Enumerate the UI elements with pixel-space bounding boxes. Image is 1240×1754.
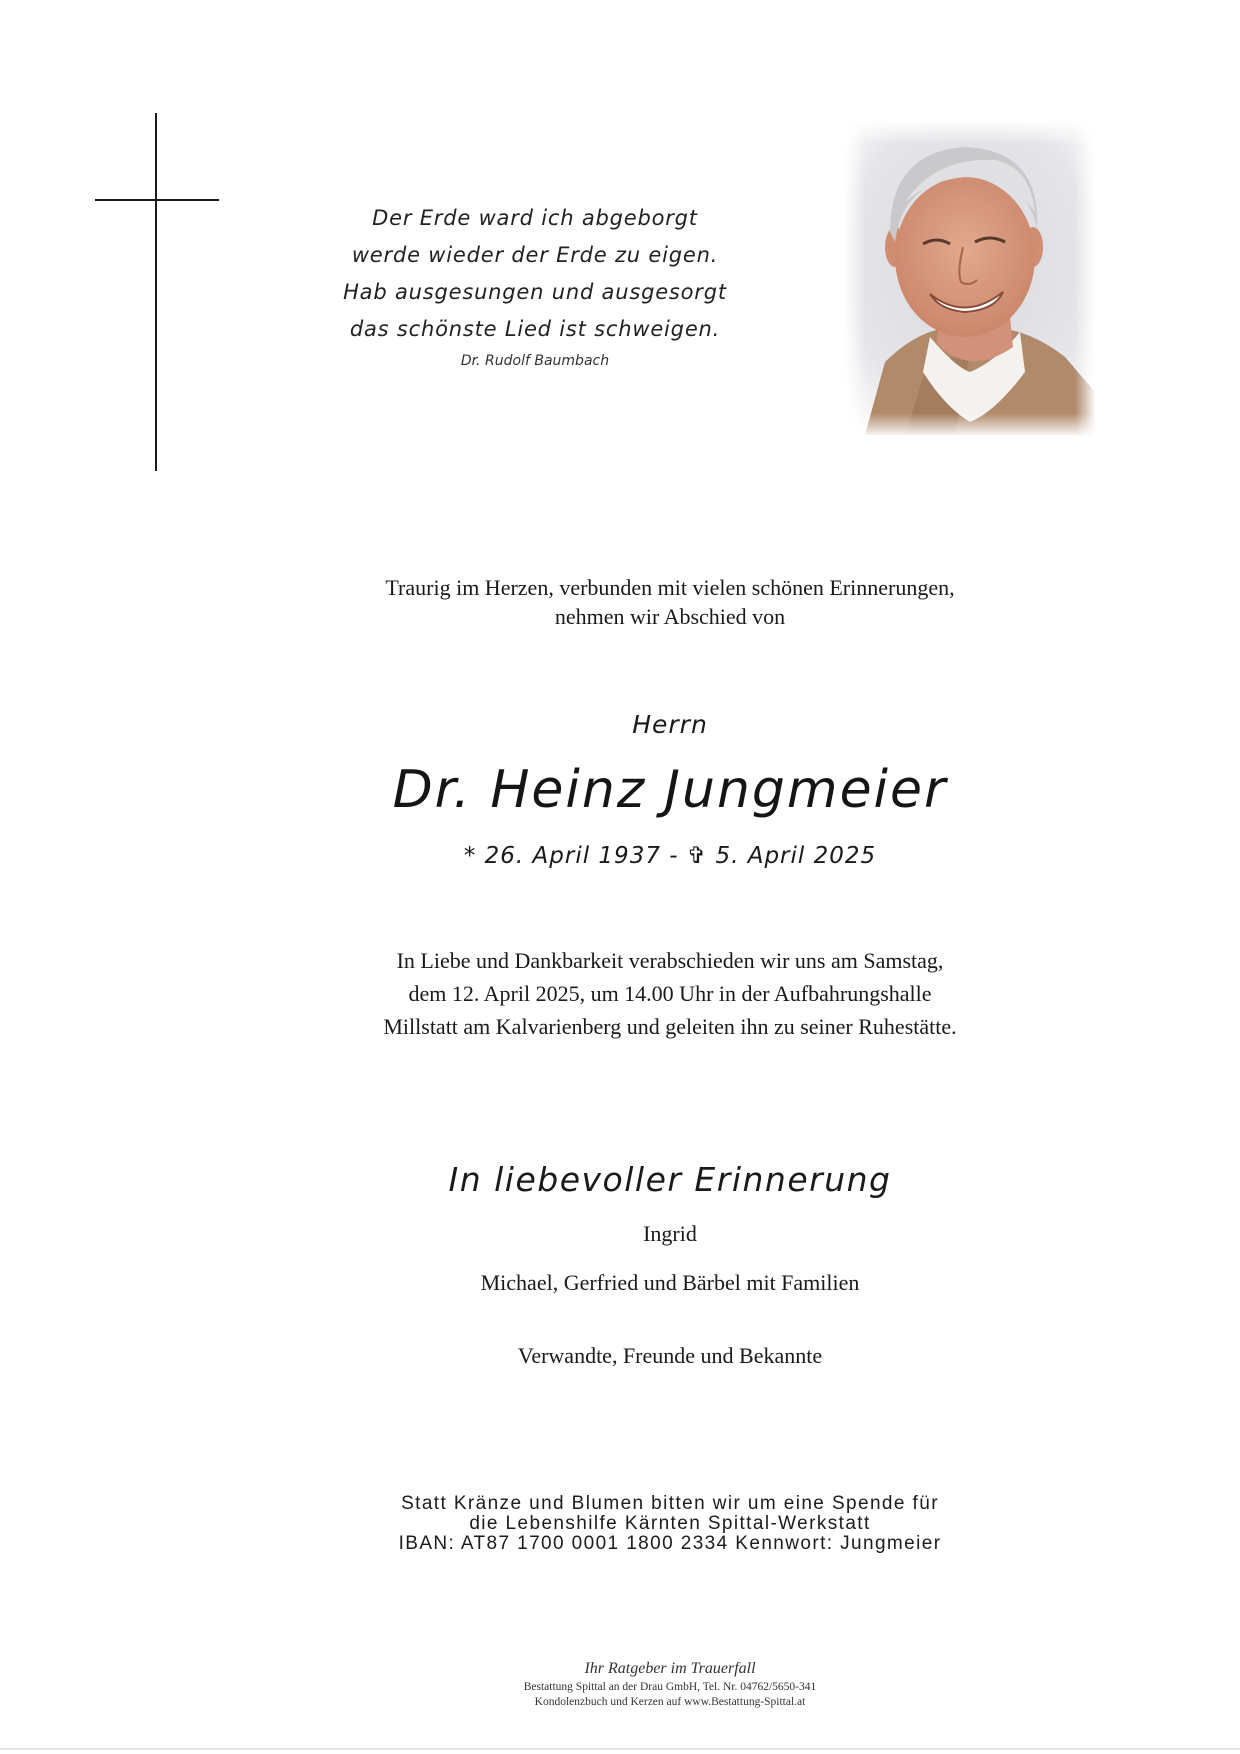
mourners: [320, 1221, 1020, 1381]
portrait-photo: [845, 122, 1095, 435]
donation-line: die Lebenshilfe Kärnten Spittal-Werkstatt: [469, 1513, 871, 1534]
deceased-name: Dr. Heinz Jungmeier: [392, 760, 948, 820]
mourner-ingrid: Ingrid: [643, 1221, 697, 1246]
poem-author: Dr. Rudolf Baumbach: [460, 353, 610, 369]
donation-line: Statt Kränze und Blumen bitten wir um eine Spende für: [401, 1493, 939, 1514]
funeral-home-contact: Bestattung Spittal an der Drau GmbH, Tel. Nr. 04762/5650-341: [523, 1681, 817, 1693]
service-line: Millstatt am Kalvarienberg und geleiten ihn zu seiner Ruhestätte.: [383, 1014, 957, 1039]
poem-line: werde wieder der Erde zu eigen.: [351, 243, 719, 267]
intro-text: [260, 573, 1080, 631]
funeral-home-website: Kondolenzbuch und Kerzen auf www.Bestattung-Spittal.at: [534, 1696, 806, 1708]
funeral-home-info: [420, 1680, 920, 1710]
service-line: dem 12. April 2025, um 14.00 Uhr in der Aufbahrungshalle: [408, 981, 932, 1006]
service-text: [250, 944, 1090, 1043]
service-line: In Liebe und Dankbarkeit verabschieden wir uns am Samstag,: [396, 948, 944, 973]
cross-horizontal: [95, 199, 219, 201]
poem-line: das schönste Lied ist schweigen.: [349, 317, 721, 341]
page-bottom-edge: [0, 1748, 1240, 1750]
mourner-children: Michael, Gerfried und Bärbel mit Familien: [480, 1270, 860, 1295]
donation-line: IBAN: AT87 1700 0001 1800 2334 Kennwort: Jungmeier: [398, 1533, 942, 1554]
intro-line: Traurig im Herzen, verbunden mit vielen schönen Erinnerungen,: [385, 575, 955, 600]
mourner-relatives: Verwandte, Freunde und Bekannte: [517, 1343, 823, 1368]
cross-vertical: [155, 113, 157, 471]
donation-notice: [250, 1494, 1090, 1554]
life-dates: * 26. April 1937 - ✞ 5. April 2025: [463, 843, 877, 869]
poem: [300, 200, 770, 348]
funeral-home-tagline: Ihr Ratgeber im Trauerfall: [584, 1660, 756, 1677]
memory-heading: In liebevoller Erinnerung: [448, 1160, 892, 1199]
salutation: Herrn: [632, 710, 708, 739]
intro-line: nehmen wir Abschied von: [554, 604, 786, 629]
poem-line: Hab ausgesungen und ausgesorgt: [343, 280, 727, 304]
poem-line: Der Erde ward ich abgeborgt: [372, 206, 698, 230]
